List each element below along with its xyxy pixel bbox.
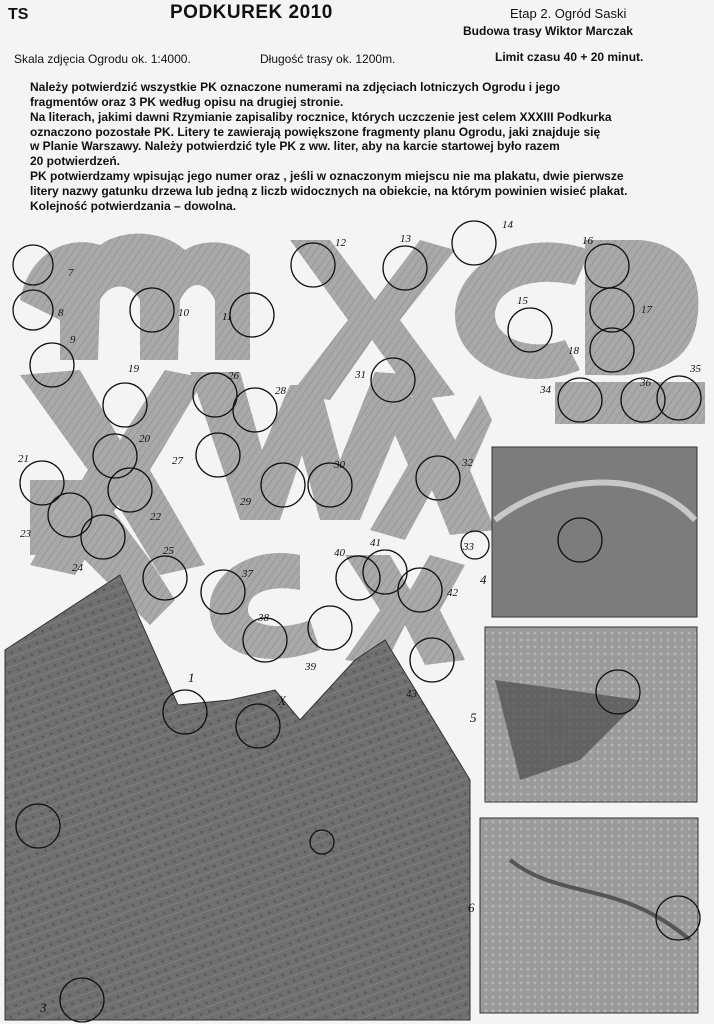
- checkpoint-label-24: 24: [72, 562, 83, 574]
- checkpoint-label-31: 31: [355, 369, 366, 381]
- letter-x3-shape: [370, 395, 495, 540]
- checkpoint-label-6: 6: [468, 900, 475, 915]
- checkpoint-label-22: 22: [150, 511, 161, 523]
- checkpoint-label-x: X: [278, 693, 286, 708]
- checkpoint-label-26: 26: [228, 370, 239, 382]
- checkpoint-label-35: 35: [690, 363, 701, 375]
- photo-panel-4: [492, 447, 697, 617]
- checkpoint-label-25: 25: [163, 545, 174, 557]
- letter-c2-shape: [210, 553, 320, 659]
- checkpoint-label-14: 14: [502, 219, 513, 231]
- checkpoint-label-40: 40: [334, 547, 345, 559]
- checkpoint-label-32: 32: [462, 457, 473, 469]
- checkpoint-label-11: 11: [222, 311, 233, 323]
- checkpoint-label-16: 16: [582, 235, 593, 247]
- checkpoint-label-20: 20: [139, 433, 150, 445]
- letter-c-shape: [455, 242, 590, 379]
- checkpoint-label-29: 29: [240, 496, 251, 508]
- checkpoint-label-36: 36: [640, 377, 651, 389]
- checkpoint-label-27: 27: [172, 455, 183, 467]
- checkpoint-label-4: 4: [480, 572, 487, 587]
- instruction-paragraph-4: Kolejność potwierdzania – dowolna.: [30, 199, 237, 213]
- checkpoint-label-18: 18: [568, 345, 579, 357]
- instruction-paragraph-3: PK potwierdzamy wpisując jego numer oraz , jeśli w oznaczonym miejscu nie ma plakatu, dwie pierwsze litery nazwy gatunku drzewa lub jedną z liczb widocznych na obiekcie, na którym powinien wisieć plakat.: [30, 169, 628, 198]
- instruction-paragraph-2: Na literach, jakimi dawni Rzymianie zapisaliby rocznice, których uczczenie jest celem XXXIII Podkurka oznaczono pozostałe PK. Litery te zawierają powiększone fragmenty planu Ogrodu, jaki znajduje się w Planie Warszawy. Należy potwierdzić tyle PK z ww. liter, aby na karcie startowej było razem 20 potwierdzeń.: [30, 110, 612, 168]
- checkpoint-label-38: 38: [258, 612, 269, 624]
- letter-x1-shape: [290, 240, 455, 400]
- checkpoint-label-33: 33: [463, 541, 474, 553]
- checkpoint-label-30: 30: [334, 459, 345, 471]
- checkpoint-label-3: 3: [40, 1000, 47, 1015]
- checkpoint-label-5: 5: [470, 710, 477, 725]
- time-limit: Limit czasu 40 + 20 minut.: [495, 50, 644, 64]
- stage-name: Etap 2. Ogród Saski: [510, 6, 627, 21]
- page-title: PODKUREK 2010: [170, 2, 333, 23]
- checkpoint-label-8: 8: [58, 307, 64, 319]
- checkpoint-label-12: 12: [335, 237, 346, 249]
- checkpoint-label-37: 37: [242, 568, 253, 580]
- letter-w-shape: [190, 372, 420, 520]
- course-author: Budowa trasy Wiktor Marczak: [463, 24, 633, 38]
- checkpoint-label-41: 41: [370, 537, 381, 549]
- checkpoint-label-34: 34: [540, 384, 551, 396]
- checkpoint-label-10: 10: [178, 307, 189, 319]
- checkpoint-label-9: 9: [70, 334, 76, 346]
- checkpoint-label-7: 7: [68, 267, 74, 279]
- course-length: Długość trasy ok. 1200m.: [260, 52, 396, 66]
- checkpoint-label-28: 28: [275, 385, 286, 397]
- photo-panel-6: [480, 818, 698, 1013]
- checkpoint-circle-39: [308, 606, 352, 650]
- checkpoint-label-43: 43: [406, 688, 417, 700]
- checkpoint-label-1: 1: [188, 670, 195, 685]
- checkpoint-label-13: 13: [400, 233, 411, 245]
- checkpoint-label-39: 39: [305, 661, 316, 673]
- checkpoint-label-42: 42: [447, 587, 458, 599]
- checkpoint-label-15: 15: [517, 295, 528, 307]
- checkpoint-label-17: 17: [641, 304, 652, 316]
- checkpoint-circle-14: [452, 221, 496, 265]
- category-code: TS: [8, 6, 29, 23]
- instruction-paragraph-1: Należy potwierdzić wszystkie PK oznaczone numerami na zdjęciach lotniczych Ogrodu i jego fragmentów oraz 3 PK według opisu na drugiej stronie.: [30, 80, 561, 109]
- map-scale: Skala zdjęcia Ogrodu ok. 1:4000.: [14, 52, 191, 66]
- checkpoint-label-19: 19: [128, 363, 139, 375]
- checkpoint-label-23: 23: [20, 528, 31, 540]
- checkpoint-circle-19: [103, 383, 147, 427]
- checkpoint-label-21: 21: [18, 453, 29, 465]
